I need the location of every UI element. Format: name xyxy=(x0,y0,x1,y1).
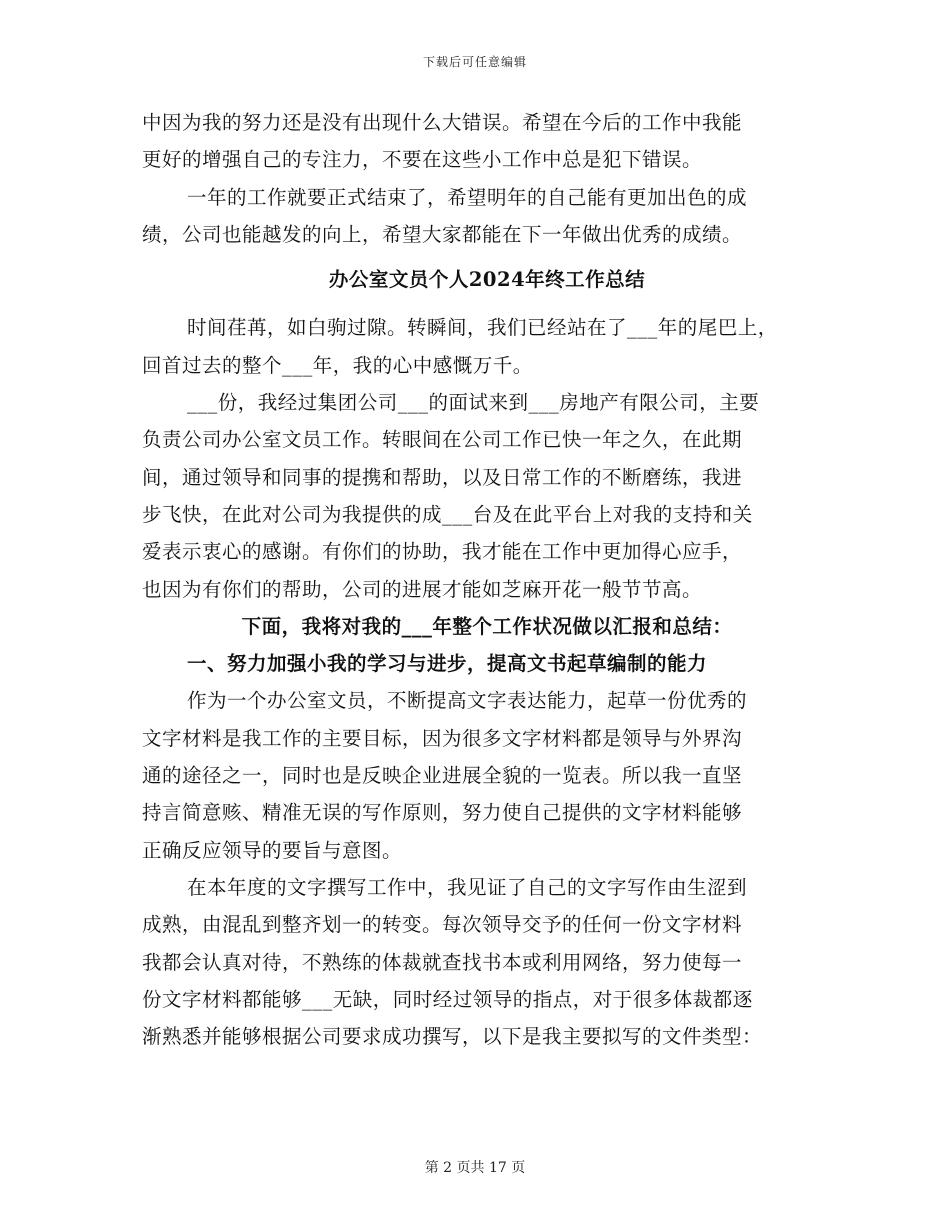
text-line: 负责公司办公室文员工作。转眼间在公司工作已快一年之久，在此期 xyxy=(142,428,743,452)
text-line: 爱表示衷心的感谢。有你们的协助，我才能在工作中更加得心应手， xyxy=(142,540,743,564)
paragraph-background xyxy=(142,384,832,608)
text-line: 持言简意赅、精准无误的写作原则，努力使自己提供的文字材料能够 xyxy=(142,801,743,825)
text-line: 成熟，由混乱到整齐划一的转变。每次领导交予的任何一份文字材料 xyxy=(142,913,743,937)
paragraph-continuation xyxy=(142,104,832,179)
text-line: 在本年度的文字撰写工作中，我见证了自己的文字写作由生涩到 xyxy=(187,875,748,899)
text-line: 中因为我的努力还是没有出现什么大错误。希望在今后的工作中我能 xyxy=(142,111,743,134)
document-body xyxy=(142,104,832,1055)
text-line: 作为一个办公室文员，不断提高文字表达能力，起草一份优秀的 xyxy=(187,689,748,713)
summary-heading: 下面，我将对我的___年整个工作状况做以汇报和总结： xyxy=(241,614,733,638)
text-line: 正确反应领导的要旨与意图。 xyxy=(142,838,403,862)
text-line: 回首过去的整个___年，我的心中感慨万千。 xyxy=(142,353,533,377)
text-line: 我都会认真对待，不熟练的体裁就查找书本或利用网络，努力使每一 xyxy=(142,950,743,974)
text-line: ___份，我经过集团公司___的面试来到___房地产有限公司，主要 xyxy=(187,391,760,415)
text-line: 也因为有你们的帮助，公司的进展才能如芝麻开花一般节节高。 xyxy=(142,577,703,601)
text-line: 渐熟悉并能够根据公司要求成功撰写，以下是我主要拟写的文件类型： xyxy=(142,1025,763,1049)
page-footer: 第 2 页共 17 页 xyxy=(424,1160,526,1176)
text-line: 通的途径之一，同时也是反映企业进展全貌的一览表。所以我一直坚 xyxy=(142,764,743,788)
paragraph-section-1b xyxy=(142,869,832,1055)
paragraph-closing xyxy=(142,179,832,254)
section-heading-1: 一、努力加强小我的学习与进步，提高文书起草编制的能力 xyxy=(187,652,708,676)
text-line: 时间荏苒，如白驹过隙。转瞬间，我们已经站在了___年的尾巴上， xyxy=(187,316,778,340)
text-line: 一年的工作就要正式结束了，希望明年的自己能有更加出色的成 xyxy=(187,185,748,209)
paragraph-section-1a xyxy=(142,682,832,868)
text-line: 间，通过领导和同事的提携和帮助，以及日常工作的不断磨练，我进 xyxy=(142,465,743,489)
text-line: 步飞快，在此对公司为我提供的成___台及在此平台上对我的支持和关 xyxy=(142,502,753,526)
text-line: 更好的增强自己的专注力，不要在这些小工作中总是犯下错误。 xyxy=(142,148,703,172)
text-line: 文字材料是我工作的主要目标，因为很多文字材料都是领导与外界沟 xyxy=(142,726,743,750)
document-title: 办公室文员个人2024年终工作总结 xyxy=(328,268,646,292)
text-line: 份文字材料都能够___无缺，同时经过领导的指点，对于很多体裁都逐 xyxy=(142,987,753,1011)
page-header: 下载后可任意编辑 xyxy=(422,55,527,69)
paragraph-intro xyxy=(142,309,832,384)
text-line: 绩，公司也能越发的向上，希望大家都能在下一年做出优秀的成绩。 xyxy=(142,222,743,246)
